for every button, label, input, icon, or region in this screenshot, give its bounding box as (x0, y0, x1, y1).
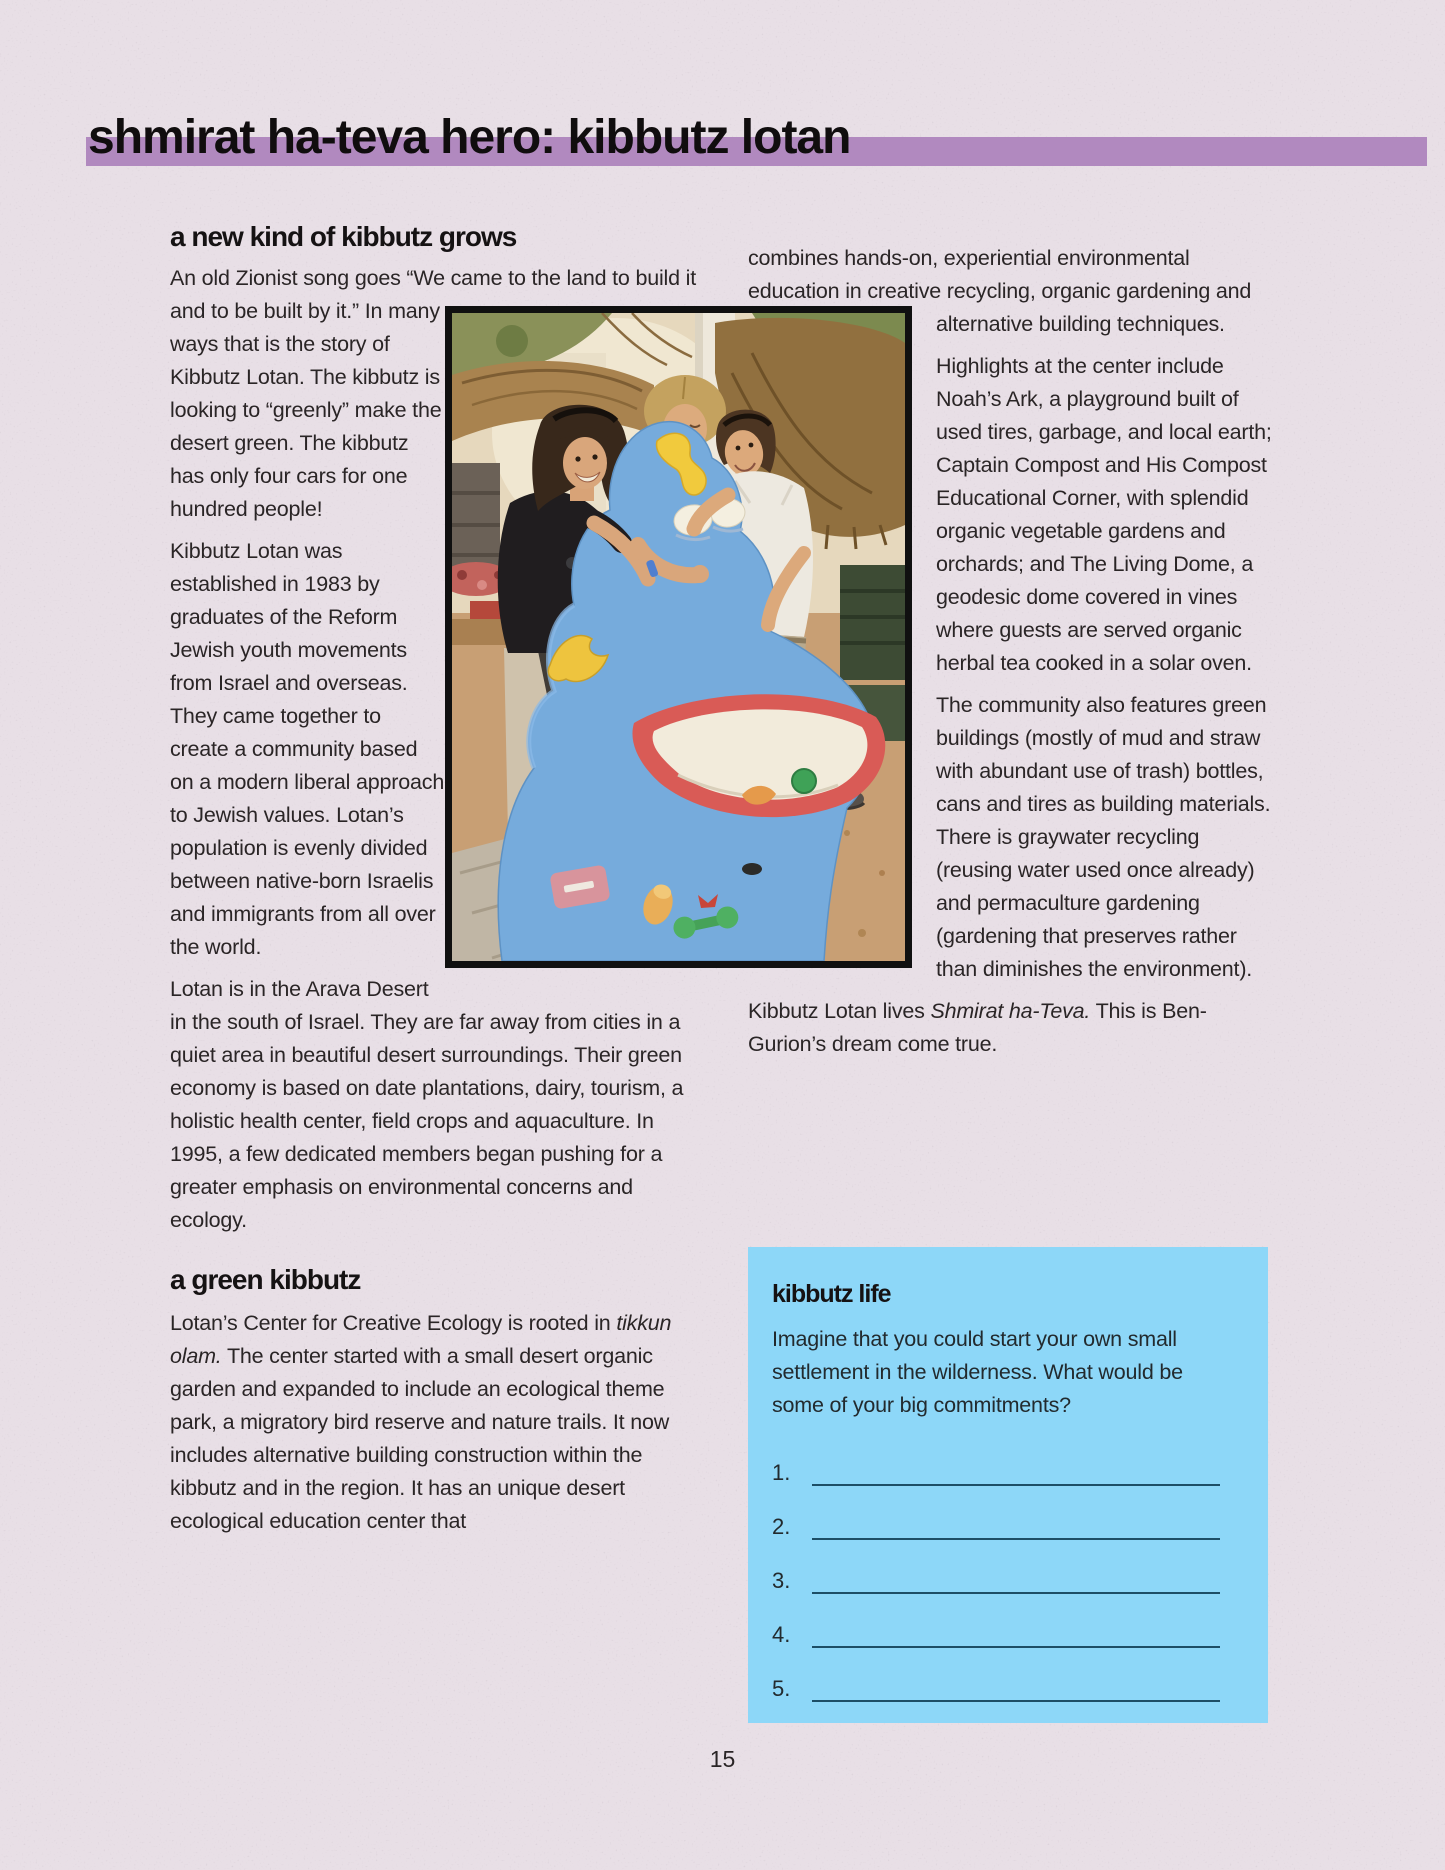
callout-prompt: Imagine that you could start your own small settlement in the wilderness. What would be some of your big commitments? (772, 1327, 1183, 1417)
compost-bins (840, 565, 905, 680)
callout-blank-row (772, 1432, 1240, 1486)
green-disc (792, 769, 816, 793)
paragraph: Lotan is in the Arava Desert in the south of Israel. They are far away from cities in a quiet area in beautiful desert surroundings. Their green economy is based on date plantations, dairy, tourism, a holistic health center, field crops and aquaculture. In 1995, a few dedicated members began pushing for a greater emphasis on environmental concerns and ecology. (170, 977, 684, 1232)
blank-number: 3. (772, 1568, 791, 1593)
wooden-shelf (452, 463, 500, 578)
answer-blank-line[interactable] (812, 1568, 1220, 1594)
paragraph: An old Zionist song goes “We came to the land to build it and to be built by it.” In many ways that is the story of Kibbutz Lotan. The kibbutz is looking to “greenly” make the desert green. The kibbutz has only four cars for one hundred people! (170, 266, 697, 521)
page-title: shmirat ha-teva hero: kibbutz lotan (88, 111, 851, 164)
section-heading-green-kibbutz: a green kibbutz (170, 1264, 361, 1295)
answer-blank-line[interactable] (812, 1514, 1220, 1540)
section-heading-new-kind: a new kind of kibbutz grows (170, 221, 517, 252)
blank-number: 4. (772, 1622, 791, 1647)
kibbutz-life-callout (748, 1247, 1268, 1723)
paragraph: combines hands-on, experiential environmental education in creative recycling, organic gardening and alternative building techniques. (748, 246, 1252, 336)
answer-blank-line[interactable] (812, 1622, 1220, 1648)
answer-blank-line[interactable] (812, 1676, 1220, 1702)
paragraph: Kibbutz Lotan was established in 1983 by graduates of the Reform Jewish youth movements from Israel and overseas. They came together to create a community based on a modern liberal approach to Jewish values. Lotan’s population is evenly divided between native-born Israelis and immigrants from all over the world. (170, 539, 445, 959)
page-number: 15 (709, 1746, 736, 1772)
callout-blank-row (772, 1486, 1240, 1540)
italic-term: tikkun olam. (170, 1311, 672, 1368)
photo-illustration (452, 313, 905, 961)
blank-number: 5. (772, 1676, 791, 1701)
dark-hole (742, 863, 762, 875)
blank-number: 1. (772, 1460, 791, 1485)
callout-blanks (772, 1432, 1240, 1702)
photo (445, 306, 912, 968)
answer-blank-line[interactable] (812, 1460, 1220, 1486)
callout-blank-row (772, 1594, 1240, 1648)
paragraph: Highlights at the center include Noah’s Ark, a playground built of used tires, garbage, and local earth; Captain Compost and His Compost Educational Corner, with splendid organic vegetable gardens and orchards; and The Living Dome, a geodesic dome covered in vines where guests are served organic herbal tea cooked in a solar oven. (936, 354, 1272, 675)
paragraph: Kibbutz Lotan lives Shmirat ha-Teva. This is Ben-Gurion’s dream come true. (748, 999, 1207, 1056)
callout-heading: kibbutz life (772, 1280, 891, 1308)
paragraph: The community also features green buildings (mostly of mud and straw with abundant use of trash) bottles, cans and tires as building materials. There is graywater recycling (reusing water used once already) and permaculture gardening (gardening that preserves rather than diminishes the environment). (936, 693, 1271, 981)
callout-blank-row (772, 1648, 1240, 1702)
paragraph: Lotan’s Center for Creative Ecology is rooted in tikkun olam. The center started with a small desert organic garden and expanded to include an ecological theme park, a migratory bird reserve and nature trails. It now includes alternative building construction within the kibbutz and in the region. It has an unique desert ecological education center that (170, 1311, 672, 1533)
blank-number: 2. (772, 1514, 791, 1539)
italic-term: Shmirat ha-Teva. (930, 999, 1091, 1023)
callout-blank-row (772, 1540, 1240, 1594)
